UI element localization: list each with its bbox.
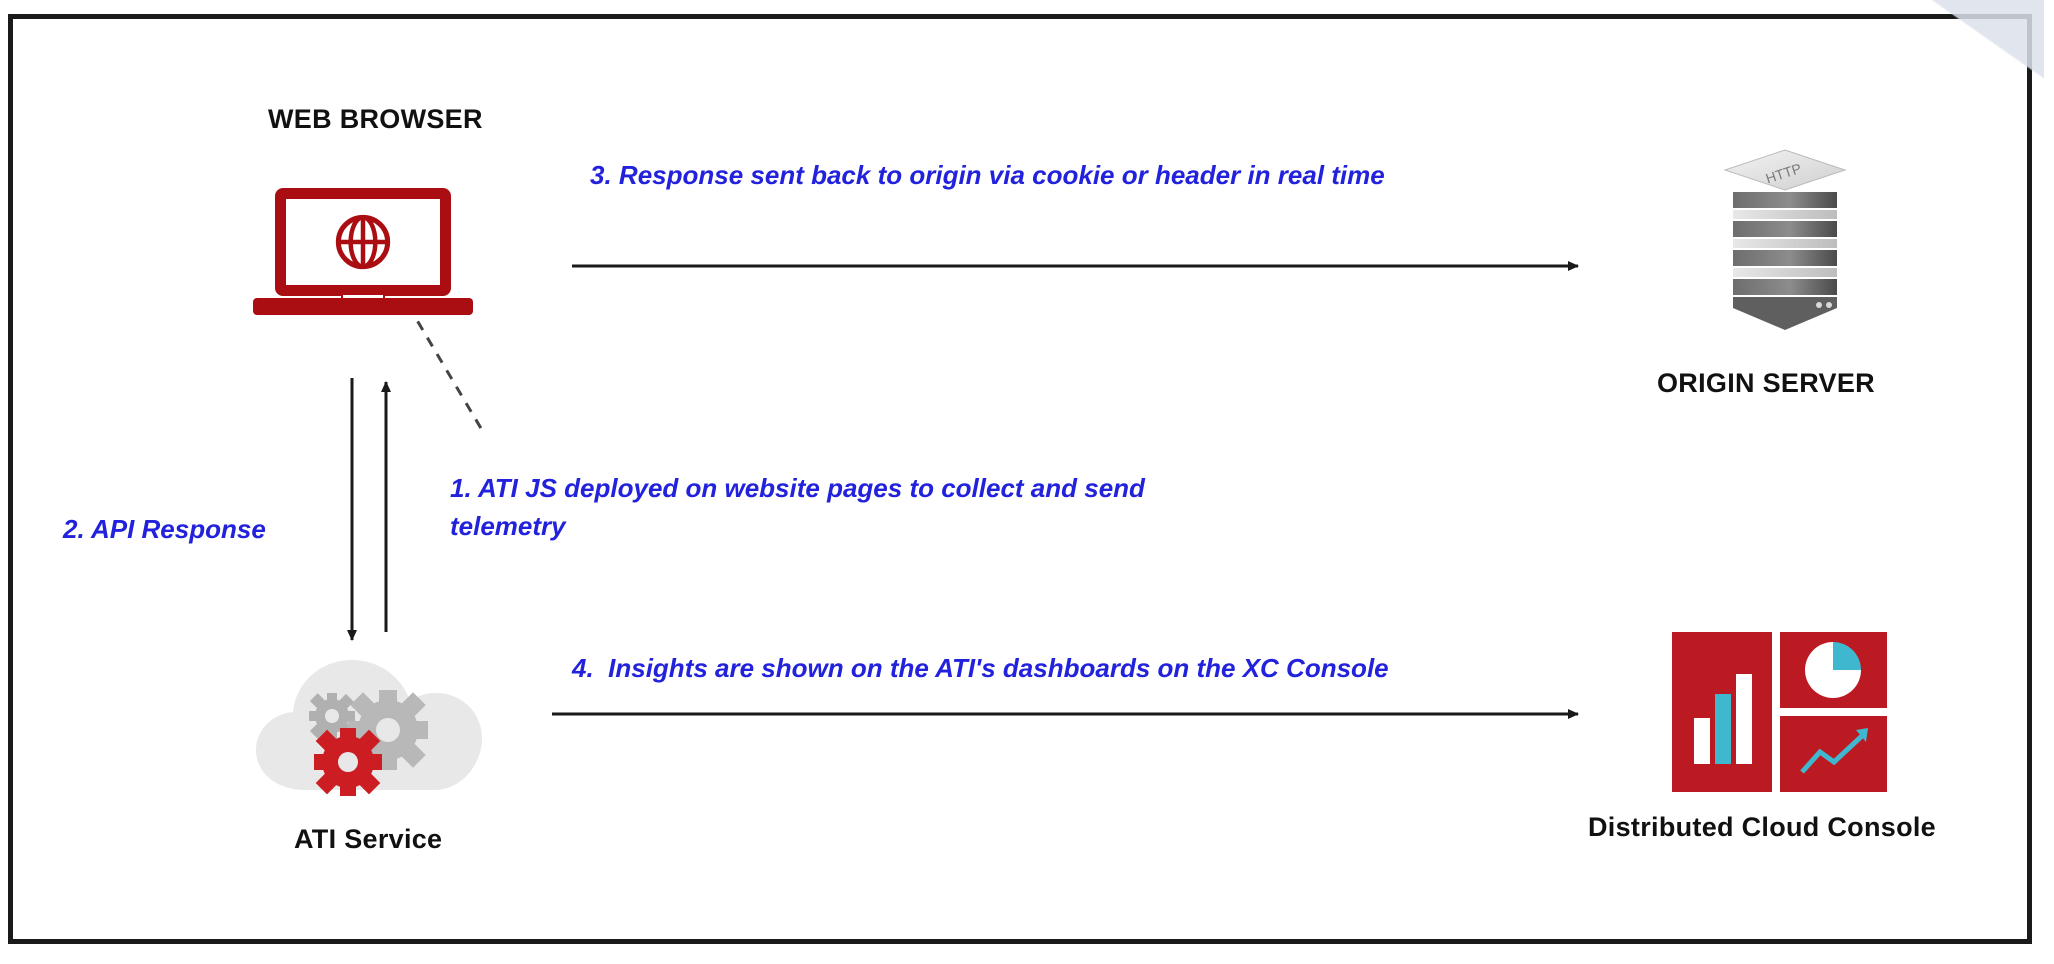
flow-step-4-number: 4.: [572, 653, 594, 683]
pie-chart-icon: [1780, 632, 1887, 708]
origin-server-label: ORIGIN SERVER: [1657, 368, 1875, 398]
flow-step-2-number: 2.: [63, 514, 85, 544]
flow-step-2-text: API Response: [90, 514, 266, 544]
flow-step-4-text: Insights are shown on the ATI's dashboards on the XC Console: [608, 653, 1389, 683]
server-stack-icon: [1723, 148, 1848, 333]
flow-step-3-number: 3.: [590, 160, 612, 190]
laptop-base: [253, 298, 473, 315]
globe-icon: [335, 214, 391, 270]
flow-step-1-number: 1.: [450, 473, 472, 503]
server-http-text: HTTP: [1763, 159, 1804, 187]
bar-chart-icon: [1672, 632, 1772, 792]
laptop-globe-icon: [253, 188, 473, 323]
flow-step-3-lead: Response sent back to origin via cookie or header: [618, 160, 1248, 190]
distributed-cloud-console-label: Distributed Cloud Console: [1588, 812, 1936, 842]
flow-step-2-label: [63, 514, 266, 545]
cloud-gears-icon: [248, 640, 498, 810]
laptop-screen: [275, 188, 451, 296]
ati-service-label: ATI Service: [294, 824, 443, 854]
flow-step-1-label: [450, 470, 1210, 545]
flow-step-1-text: ATI JS deployed on website pages to collect and send telemetry: [450, 473, 1145, 541]
flow-step-3-label: [590, 160, 1385, 191]
flow-step-3-emphasis: in real time: [1247, 160, 1385, 190]
line-chart-icon: [1780, 716, 1887, 792]
flow-step-4-label: [572, 653, 1389, 684]
web-browser-label: WEB BROWSER: [268, 104, 483, 134]
distributed-cloud-console-icon: [1672, 632, 1887, 792]
